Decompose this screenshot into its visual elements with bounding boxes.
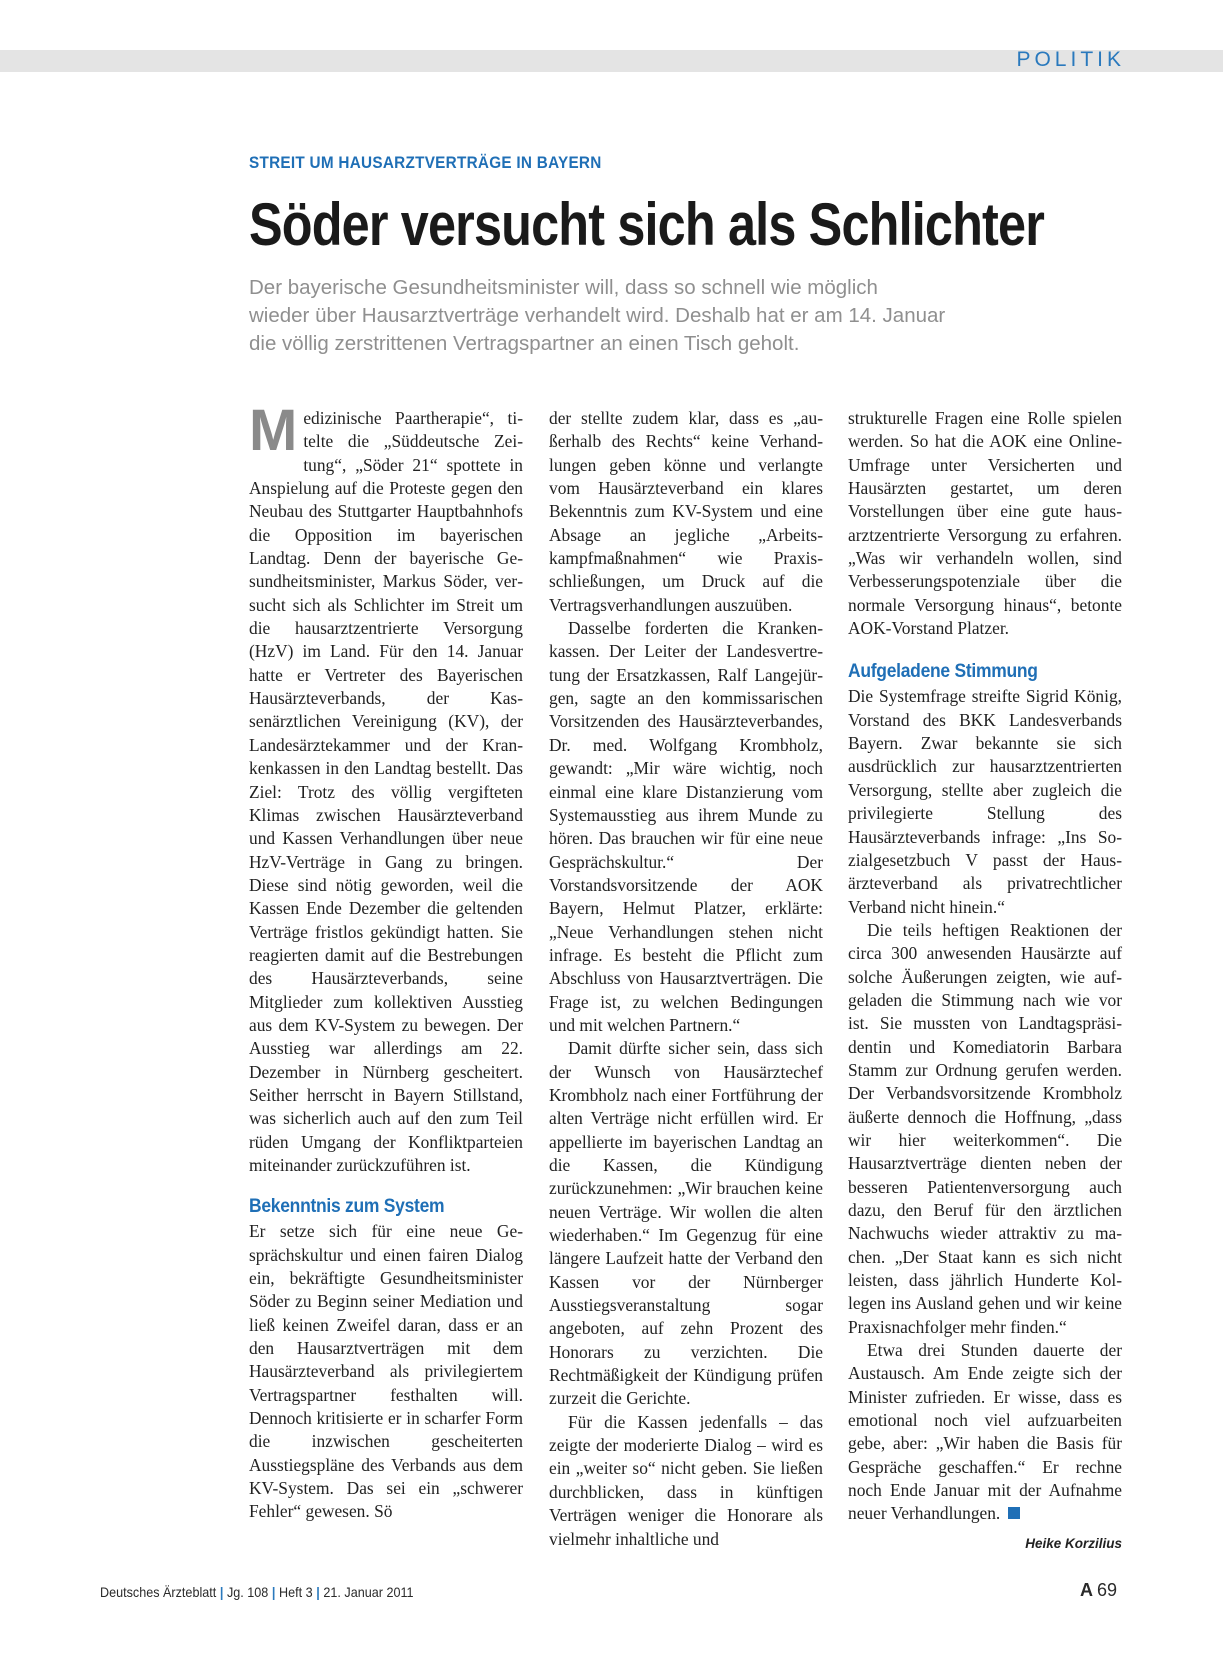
subheading: Bekenntnis zum System — [249, 1196, 445, 1218]
article-column-3 — [848, 407, 1122, 1526]
lead-line: Der bayerische Gesundheitsminister will, dass so schnell wie möglich — [249, 276, 878, 299]
article-headline: Söder versucht sich als Schlichter — [249, 191, 1044, 258]
paragraph-text: Etwa drei Stunden dauerte der Austausch. Am Ende zeigte sich der Minister zufrieden. Er wisse, dass es emotional noch viel aufzuarbeiten gebe, aber: „Wir haben die Basis für Gespräche geschaffen.“ Er rechne noch Ende Januar mit der Aufnahme neuer Verhandlungen. — [848, 1340, 1122, 1524]
paragraph — [848, 1339, 1122, 1526]
subheading: Aufgeladene Stimmung — [848, 661, 1038, 683]
page-number-value: 69 — [1096, 1580, 1117, 1600]
separator: | — [316, 1584, 320, 1600]
article-lead — [249, 274, 1069, 358]
page-number — [1080, 1580, 1117, 1601]
paragraph — [249, 398, 523, 1177]
author-byline: Heike Korzilius — [1025, 1536, 1122, 1551]
article-column-1 — [249, 398, 523, 1524]
article-kicker: STREIT UM HAUSARZTVERTRÄGE IN BAYERN — [249, 153, 602, 172]
separator: | — [219, 1584, 224, 1600]
end-mark-icon — [1008, 1507, 1020, 1519]
section-label: POLITIK — [1016, 48, 1125, 71]
paragraph-text: edizinische Paartherapie“, titelte die „Süddeutsche Zeitung“, „Söder 21“ spottete in Anspielung auf die Proteste gegen den Neubau des Stuttgarter Hauptbahnhofs die Opposition im bayerischen Landtag. Denn der bayerische Gesundheitsminister, Markus Söder, versucht sich als Schlichter im Streit um die hausarztzentrierte Versorgung (HzV) im Land. Für den 14. Januar hatte er Vertreter des Bayerischen Hausärzteverbands, der Kassenärztlichen Vereinigung (KV), der Landesärztekammer und der Krankenkassen in den Landtag bestellt. Das Ziel: Trotz des völlig vergifteten Klimas zwischen Hausärzteverband und Kassen Verhandlungen über neue HzV-Verträge in Gang zu bringen. Diese sind nötig geworden, weil die Kassen Ende Dezember die geltenden Verträge fristlos gekündigt hatten. Sie reagierten damit auf die Bestrebungen des Hausärzteverbands, seine Mitglieder zum kollektiven Ausstieg aus dem KV-System zu bewegen. Der Ausstieg war allerdings am 22. Dezember in Nürnberg gescheitert. Seither herrscht in Bayern Stillstand, was sicherlich auch auf den zum Teil rüden Umgang der Konfliktparteien miteinander zurückzuführen ist. — [249, 408, 523, 1175]
paragraph: strukturelle Fragen eine Rolle spielen werden. So hat die AOK eine Online-Umfrage unter Versicherten und Hausärzten gestartet, um deren Vorstellungen über eine gute hausarztzentrierte Versorgung zu erfahren. „Was wir verhandeln wollen, sind Verbesserungspotenziale über die normale Versorgung hinaus“, betonte AOK-Vorstand Platzer. — [848, 408, 1122, 639]
lead-line: wieder über Hausarztverträge verhandelt wird. Deshalb hat er am 14. Januar — [249, 304, 946, 327]
paragraph: der stellte zudem klar, dass es „außerhalb des Rechts“ keine Verhandlungen geben könne und verlangte vom Hausärzteverband ein klares Bekenntnis zum KV-System und eine Absage an jegliche „Arbeitskampfmaßnahmen“ wie Praxisschließungen, um Druck auf die Vertragsverhandlungen auszuüben. — [549, 408, 823, 615]
issue: Heft 3 — [279, 1584, 313, 1600]
page-prefix: A — [1079, 1580, 1093, 1600]
paragraph: Für die Kassen jedenfalls – das zeigte der moderierte Dialog – wird es ein „weiter so“ nicht geben. Sie ließen durchblicken, dass in künftigen Verträgen weniger die Honorare als vielmehr inhaltliche und — [549, 1411, 823, 1549]
article-column-2 — [549, 407, 823, 1551]
footer-publication-info — [100, 1584, 414, 1600]
paragraph: Dasselbe forderten die Krankenkassen. Der Leiter der Landesvertretung der Ersatzkassen, Ralf Langejürgen, sagte an den kommissarischen Vorsitzenden des Hausärzteverbandes, Dr. med. Wolfgang Krombholz, gewandt: „Mir wäre wichtig, noch einmal eine klare Distanzierung vom Systemausstieg aus ihrem Munde zu hören. Das brauchen wir für eine neue Gesprächskultur.“ Der Vorstandsvorsitzende der AOK Bayern, Helmut Platzer, erklärte: „Neue Verhandlungen stehen nicht infrage. Es besteht die Pflicht zum Abschluss von Hausarztverträgen. Die Frage ist, zu welchen Bedingungen und mit welchen Partnern.“ — [549, 618, 823, 1035]
lead-line: die völlig zerstrittenen Vertragspartner an einen Tisch geholt. — [249, 332, 800, 355]
paragraph: Die Systemfrage streifte Sigrid König, Vorstand des BKK Landesverbands Bayern. Zwar bekannte sie sich ausdrücklich zur hausarztzentrierten Versorgung, stellte aber zugleich die privilegierte Stellung des Hausärzteverbands infrage: „Ins Sozialgesetzbuch V passt der Hausärzteverband als privatrechtlicher Verband nicht hinein.“ — [848, 686, 1122, 917]
paragraph: Er setze sich für eine neue Gesprächskultur und einen fairen Dialog ein, bekräftigte Gesundheitsminister Söder zu Beginn seiner Mediation und ließ keinen Zweifel daran, dass er an den Hausarztverträgen mit dem Hausärzteverband als privilegiertem Vertragspartner festhalten will. Dennoch kritisierte er in scharfer Form die inzwischen gescheiterten Ausstiegspläne des Verbands aus dem KV-System. Das sei ein „schwerer Fehler“ gewesen. Sö — [249, 1221, 523, 1522]
drop-cap: M — [249, 398, 298, 463]
paragraph: Die teils heftigen Reaktionen der circa 300 anwesenden Hausärzte auf solche Äußerungen zeigten, wie aufgeladen die Stimmung nach wie vor ist. Sie mussten von Landtagspräsidentin und Komediatorin Barbara Stamm zur Ordnung gerufen werden. Der Verbandsvorsitzende Krombholz äußerte dennoch die Hoffnung, „dass wir hier weiterkommen“. Die Hausarztverträge dienten neben der besseren Patientenversorgung auch dazu, den Beruf für den ärztlichen Nachwuchs wieder attraktiv zu machen. „Der Staat kann es sich nicht leisten, dass jährlich Hunderte Kollegen ins Ausland gehen und wir keine Praxisnachfolger mehr finden.“ — [848, 919, 1122, 1337]
volume: Jg. 108 — [226, 1584, 269, 1600]
publication-name: Deutsches Ärzteblatt — [100, 1584, 217, 1600]
issue-date: 21. Januar 2011 — [323, 1584, 414, 1600]
separator: | — [271, 1584, 276, 1600]
paragraph: Damit dürfte sicher sein, dass sich der Wunsch von Hausärztechef Krombholz nach einer Fortführung der alten Verträge nicht erfüllen wird. Er appellierte im bayerischen Landtag an die Kassen, die Kündigung zurückzunehmen: „Wir brauchen keine neuen Verträge. Wir wollen die alten wiederhaben.“ Im Gegenzug für eine längere Laufzeit hatte der Verband den Kassen vor der Nürnberger Ausstiegsveranstaltung sogar angeboten, auf zehn Prozent des Honorars zu verzichten. Die Rechtmäßigkeit der Kündigung prüfen zurzeit die Gerichte. — [549, 1038, 823, 1409]
